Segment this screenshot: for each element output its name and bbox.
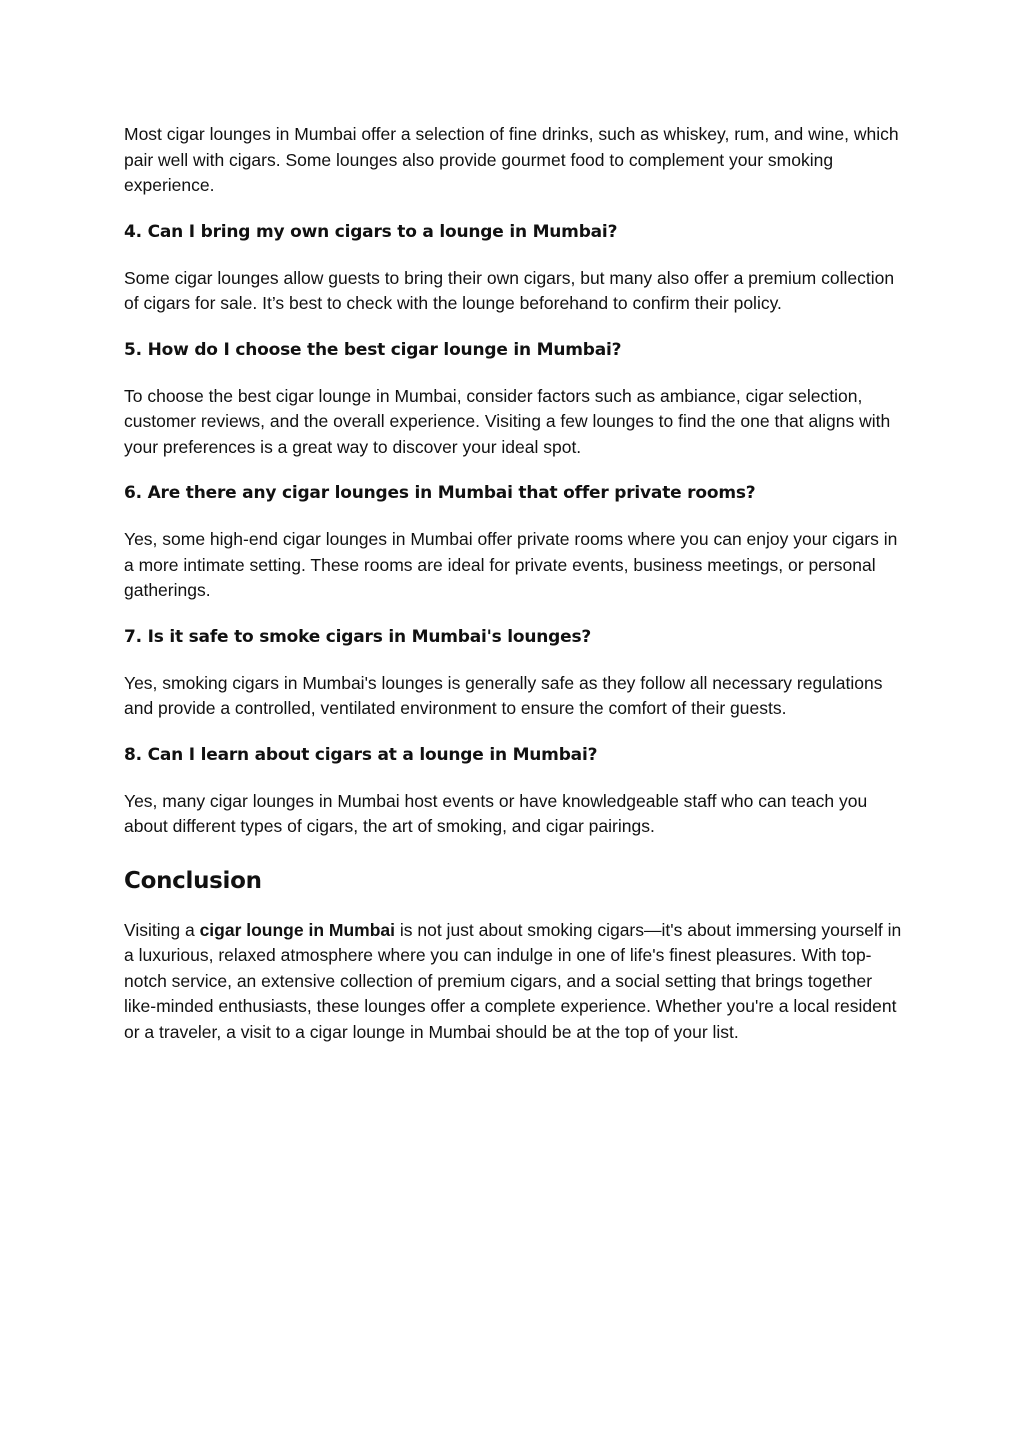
faq-question-5: 5. How do I choose the best cigar lounge in Mumbai? bbox=[124, 339, 622, 360]
conclusion-lead-text: Visiting a bbox=[124, 919, 200, 940]
conclusion-paragraph bbox=[124, 918, 904, 1046]
conclusion-bold-keyword: cigar lounge in Mumbai bbox=[199, 919, 395, 940]
conclusion-heading: Conclusion bbox=[124, 867, 262, 894]
conclusion-rest-text: is not just about smoking cigars—it's about immersing yourself in a luxurious, relaxed atmosphere where you can indulge in one of life's finest pleasures. With top-notch service, an extensive collection of premium cigars, and a social setting that brings together like-minded enthusiasts, these lounges offer a complete experience. Whether you're a local resident or a traveler, a visit to a cigar lounge in Mumbai should be at the top of your list. bbox=[124, 919, 902, 1042]
faq-question-8: 8. Can I learn about cigars at a lounge in Mumbai? bbox=[124, 744, 598, 765]
faq-answer-5: To choose the best cigar lounge in Mumbai, consider factors such as ambiance, cigar selection, customer reviews, and the overall experience. Visiting a few lounges to find the one that aligns with your preferences is a great way to discover your ideal spot. bbox=[124, 385, 891, 457]
faq-question-4: 4. Can I bring my own cigars to a lounge in Mumbai? bbox=[124, 221, 618, 242]
faq-answer-4: Some cigar lounges allow guests to bring their own cigars, but many also offer a premium collection of cigars for sale. It’s best to check with the lounge beforehand to confirm their policy. bbox=[124, 267, 895, 313]
faq-question-7: 7. Is it safe to smoke cigars in Mumbai's lounges? bbox=[124, 626, 592, 647]
document-page bbox=[124, 122, 904, 1045]
faq-answer-8: Yes, many cigar lounges in Mumbai host events or have knowledgeable staff who can teach you about different types of cigars, the art of smoking, and cigar pairings. bbox=[124, 790, 868, 836]
intro-paragraph: Most cigar lounges in Mumbai offer a selection of fine drinks, such as whiskey, rum, and wine, which pair well with cigars. Some lounges also provide gourmet food to complement your smoking experience. bbox=[124, 124, 899, 195]
faq-answer-7: Yes, smoking cigars in Mumbai's lounges is generally safe as they follow all necessary regulations and provide a controlled, ventilated environment to ensure the comfort of their guests. bbox=[124, 672, 883, 718]
faq-answer-6: Yes, some high-end cigar lounges in Mumbai offer private rooms where you can enjoy your cigars in a more intimate setting. These rooms are ideal for private events, business meetings, or personal gatherings. bbox=[124, 529, 898, 600]
faq-question-6: 6. Are there any cigar lounges in Mumbai that offer private rooms? bbox=[124, 483, 756, 503]
